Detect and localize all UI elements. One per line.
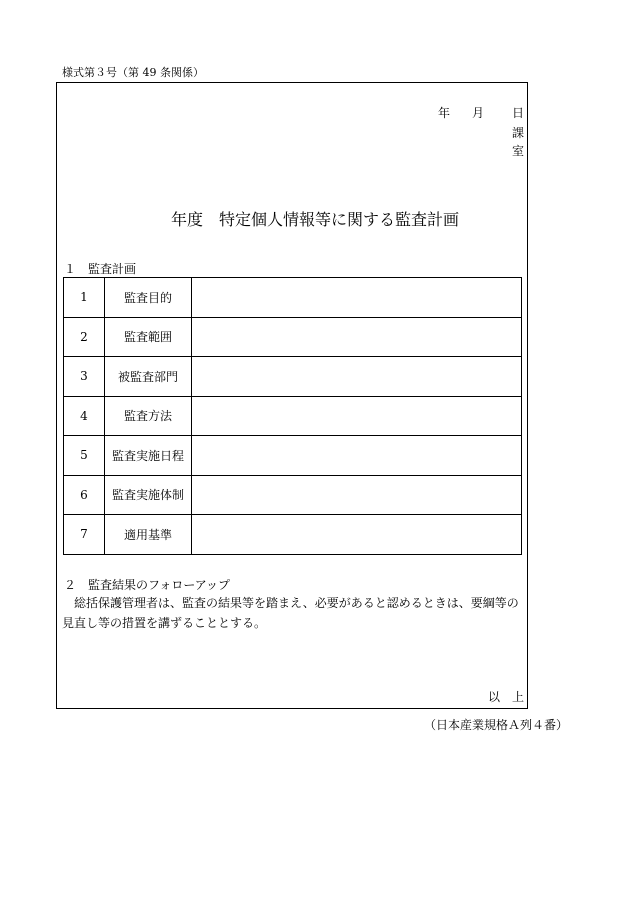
date-month: 月 bbox=[472, 106, 485, 120]
audit-plan-table bbox=[63, 277, 522, 555]
table-row bbox=[64, 396, 522, 436]
paper-size-note: （日本産業規格Ａ列４番） bbox=[424, 718, 569, 732]
row-item: 被監査部門 bbox=[105, 357, 192, 397]
row-item: 監査範囲 bbox=[105, 317, 192, 357]
table-row bbox=[64, 278, 522, 318]
table-row bbox=[64, 436, 522, 476]
row-value[interactable] bbox=[192, 357, 522, 397]
row-value[interactable] bbox=[192, 475, 522, 515]
section1-heading: １ 監査計画 bbox=[64, 262, 137, 276]
closing-char-2: 上 bbox=[512, 690, 525, 704]
row-value[interactable] bbox=[192, 515, 522, 555]
row-number: 5 bbox=[64, 436, 105, 476]
table-row bbox=[64, 475, 522, 515]
closing-mark bbox=[488, 688, 524, 705]
row-value[interactable] bbox=[192, 396, 522, 436]
closing-char-1: 以 bbox=[488, 690, 501, 704]
section2-heading: ２ 監査結果のフォローアップ bbox=[64, 578, 230, 592]
department-ka: 課 bbox=[512, 126, 525, 140]
row-number: 6 bbox=[64, 475, 105, 515]
row-number: 4 bbox=[64, 396, 105, 436]
date-year: 年 bbox=[438, 106, 451, 120]
row-item: 監査実施日程 bbox=[105, 436, 192, 476]
document-title: 年度 特定個人情報等に関する監査計画 bbox=[170, 210, 459, 229]
form-number: 様式第３号（第 49 条関係） bbox=[62, 66, 204, 79]
row-number: 7 bbox=[64, 515, 105, 555]
row-number: 2 bbox=[64, 317, 105, 357]
row-number: 3 bbox=[64, 357, 105, 397]
row-value[interactable] bbox=[192, 436, 522, 476]
row-item: 監査実施体制 bbox=[105, 475, 192, 515]
department-label bbox=[512, 124, 524, 160]
row-value[interactable] bbox=[192, 317, 522, 357]
row-number: 1 bbox=[64, 278, 105, 318]
row-item: 適用基準 bbox=[105, 515, 192, 555]
row-item: 監査方法 bbox=[105, 396, 192, 436]
table-row bbox=[64, 357, 522, 397]
row-item: 監査目的 bbox=[105, 278, 192, 318]
section2-body: 総括保護管理者は、監査の結果等を踏まえ、必要があると認めるときは、要綱等の見直し等の措置を講ずることとする。 bbox=[62, 596, 519, 630]
row-value[interactable] bbox=[192, 278, 522, 318]
table-row bbox=[64, 317, 522, 357]
date-day: 日 bbox=[512, 106, 525, 120]
department-shitsu: 室 bbox=[512, 144, 525, 158]
table-row bbox=[64, 515, 522, 555]
